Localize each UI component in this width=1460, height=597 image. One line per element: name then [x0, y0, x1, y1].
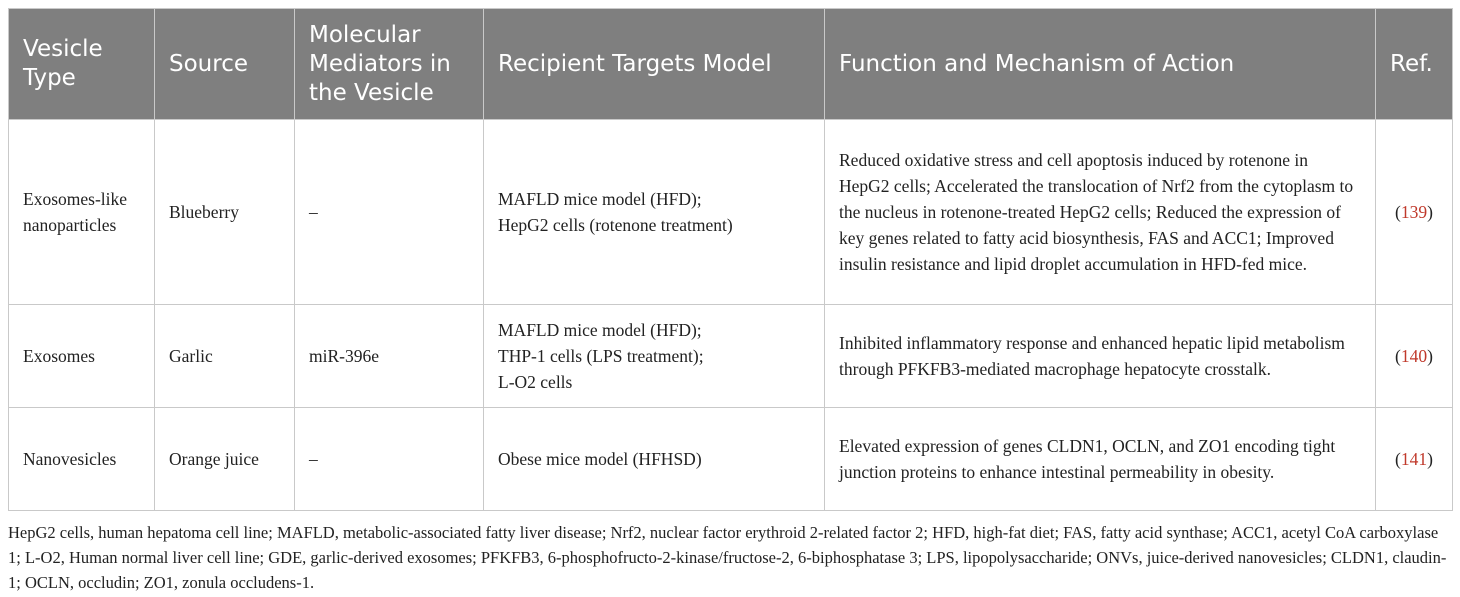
ref-link[interactable]: 139: [1400, 202, 1428, 222]
cell-source: Blueberry: [155, 120, 295, 305]
cell-targets: [484, 305, 825, 408]
ref-link[interactable]: 141: [1400, 449, 1428, 469]
cell-source: Garlic: [155, 305, 295, 408]
ref-close: ): [1427, 202, 1433, 222]
table-row: [9, 305, 1453, 408]
header-mediators: Molecular Mediators in the Vesicle: [295, 9, 484, 120]
header-vesicle-type: Vesicle Type: [9, 9, 155, 120]
target-line: MAFLD mice model (HFD);: [498, 320, 702, 340]
target-line: Obese mice model (HFHSD): [498, 449, 702, 469]
table-footnote: HepG2 cells, human hepatoma cell line; MAFLD, metabolic-associated fatty liver disease; Nrf2, nuclear factor erythroid 2-related factor 2; HFD, high-fat diet; FAS, fatty acid synthase; ACC1, acetyl CoA carboxylase 1; L-O2, Human normal liver cell line; GDE, garlic-derived exosomes; PFKFB3, 6-phosphofructo-2-kinase/fructose-2, 6-biphosphatase 3; LPS, lipopolysaccharide; ONVs, juice-derived nanovesicles; CLDN1, claudin-1; OCLN, occludin; ZO1, zonula occludens-1.: [8, 523, 1447, 592]
target-line: HepG2 cells (rotenone treatment): [498, 215, 733, 235]
ref-close: ): [1427, 346, 1433, 366]
ref-open: (: [1395, 346, 1401, 366]
cell-mediators: –: [295, 120, 484, 305]
target-line: MAFLD mice model (HFD);: [498, 189, 702, 209]
cell-targets: [484, 408, 825, 511]
ref-close: ): [1427, 449, 1433, 469]
cell-ref: [1376, 408, 1453, 511]
cell-function: Reduced oxidative stress and cell apoptosis induced by rotenone in HepG2 cells; Accelerated the translocation of Nrf2 from the cytoplasm to the nucleus in rotenone-treated HepG2 cells; Reduced the expression of key genes related to fatty acid biosynthesis, FAS and ACC1; Improved insulin resistance and lipid droplet accumulation in HFD-fed mice.: [825, 120, 1376, 305]
cell-ref: [1376, 305, 1453, 408]
cell-targets: [484, 120, 825, 305]
cell-vesicle-type: Exosomes-like nanoparticles: [9, 120, 155, 305]
cell-function: Elevated expression of genes CLDN1, OCLN, and ZO1 encoding tight junction proteins to enhance intestinal permeability in obesity.: [825, 408, 1376, 511]
header-ref: Ref.: [1376, 9, 1453, 120]
table-row: [9, 120, 1453, 305]
cell-mediators: –: [295, 408, 484, 511]
cell-vesicle-type: Exosomes: [9, 305, 155, 408]
ref-link[interactable]: 140: [1400, 346, 1428, 366]
header-targets: Recipient Targets Model: [484, 9, 825, 120]
header-function: Function and Mechanism of Action: [825, 9, 1376, 120]
target-line: L-O2 cells: [498, 372, 573, 392]
cell-vesicle-type: Nanovesicles: [9, 408, 155, 511]
cell-source: Orange juice: [155, 408, 295, 511]
cell-function: Inhibited inflammatory response and enhanced hepatic lipid metabolism through PFKFB3-mediated macrophage hepatocyte crosstalk.: [825, 305, 1376, 408]
header-source: Source: [155, 9, 295, 120]
cell-ref: [1376, 120, 1453, 305]
header-row: [9, 9, 1453, 120]
target-line: THP-1 cells (LPS treatment);: [498, 346, 704, 366]
ref-open: (: [1395, 202, 1401, 222]
ref-open: (: [1395, 449, 1401, 469]
vesicle-table: [8, 8, 1453, 511]
table-container: [8, 8, 1452, 595]
cell-mediators: miR-396e: [295, 305, 484, 408]
table-row: [9, 408, 1453, 511]
